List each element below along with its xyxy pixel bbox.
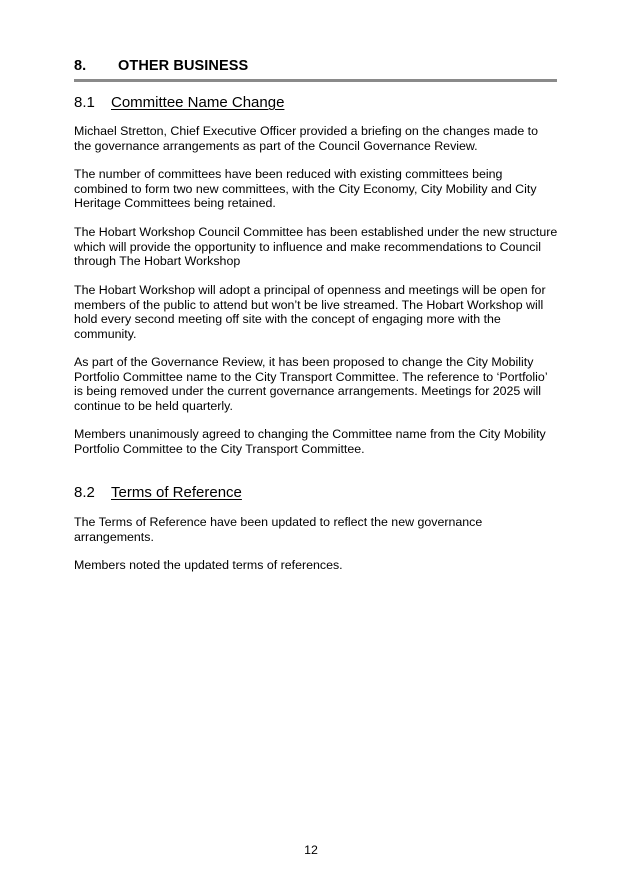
subsection-number: 8.1: [74, 94, 95, 111]
paragraph: Members noted the updated terms of references.: [74, 558, 343, 572]
paragraph: The number of committees have been reduced with existing committees being combined to form two new committees, with the City Economy, City Mobility and City Heritage Committees being retained.: [74, 167, 537, 211]
paragraph: The Hobart Workshop will adopt a principal of openness and meetings will be open for members of the public to attend but won’t be live streamed. The Hobart Workshop will hold every second meeting off site with the concept of engaging more with the community.: [74, 283, 546, 341]
subsection-title: Terms of Reference: [111, 484, 242, 501]
paragraph: As part of the Governance Review, it has been proposed to change the City Mobility Portfolio Committee name to the City Transport Committee. The reference to ‘Portfolio’ is being removed under the current governance arrangements. Meetings for 2025 will continue to be held quarterly.: [74, 355, 548, 413]
section-heading: [74, 58, 556, 78]
paragraph: Michael Stretton, Chief Executive Officer provided a briefing on the changes made to the governance arrangements as part of the Council Governance Review.: [74, 124, 538, 153]
section-divider: [74, 79, 557, 82]
section-title: OTHER BUSINESS: [118, 58, 249, 74]
paragraph: Members unanimously agreed to changing the Committee name from the City Mobility Portfolio Committee to the City Transport Committee.: [74, 427, 546, 456]
paragraph: The Hobart Workshop Council Committee has been established under the new structure which will provide the opportunity to influence and make recommendations to Council through The Hobart Workshop: [74, 225, 558, 269]
subsection-number: 8.2: [74, 484, 95, 501]
page-number: 12: [304, 843, 318, 857]
section-number: 8.: [74, 58, 87, 74]
paragraph: The Terms of Reference have been updated to reflect the new governance arrangements.: [74, 515, 483, 544]
subsection-title: Committee Name Change: [111, 94, 285, 111]
